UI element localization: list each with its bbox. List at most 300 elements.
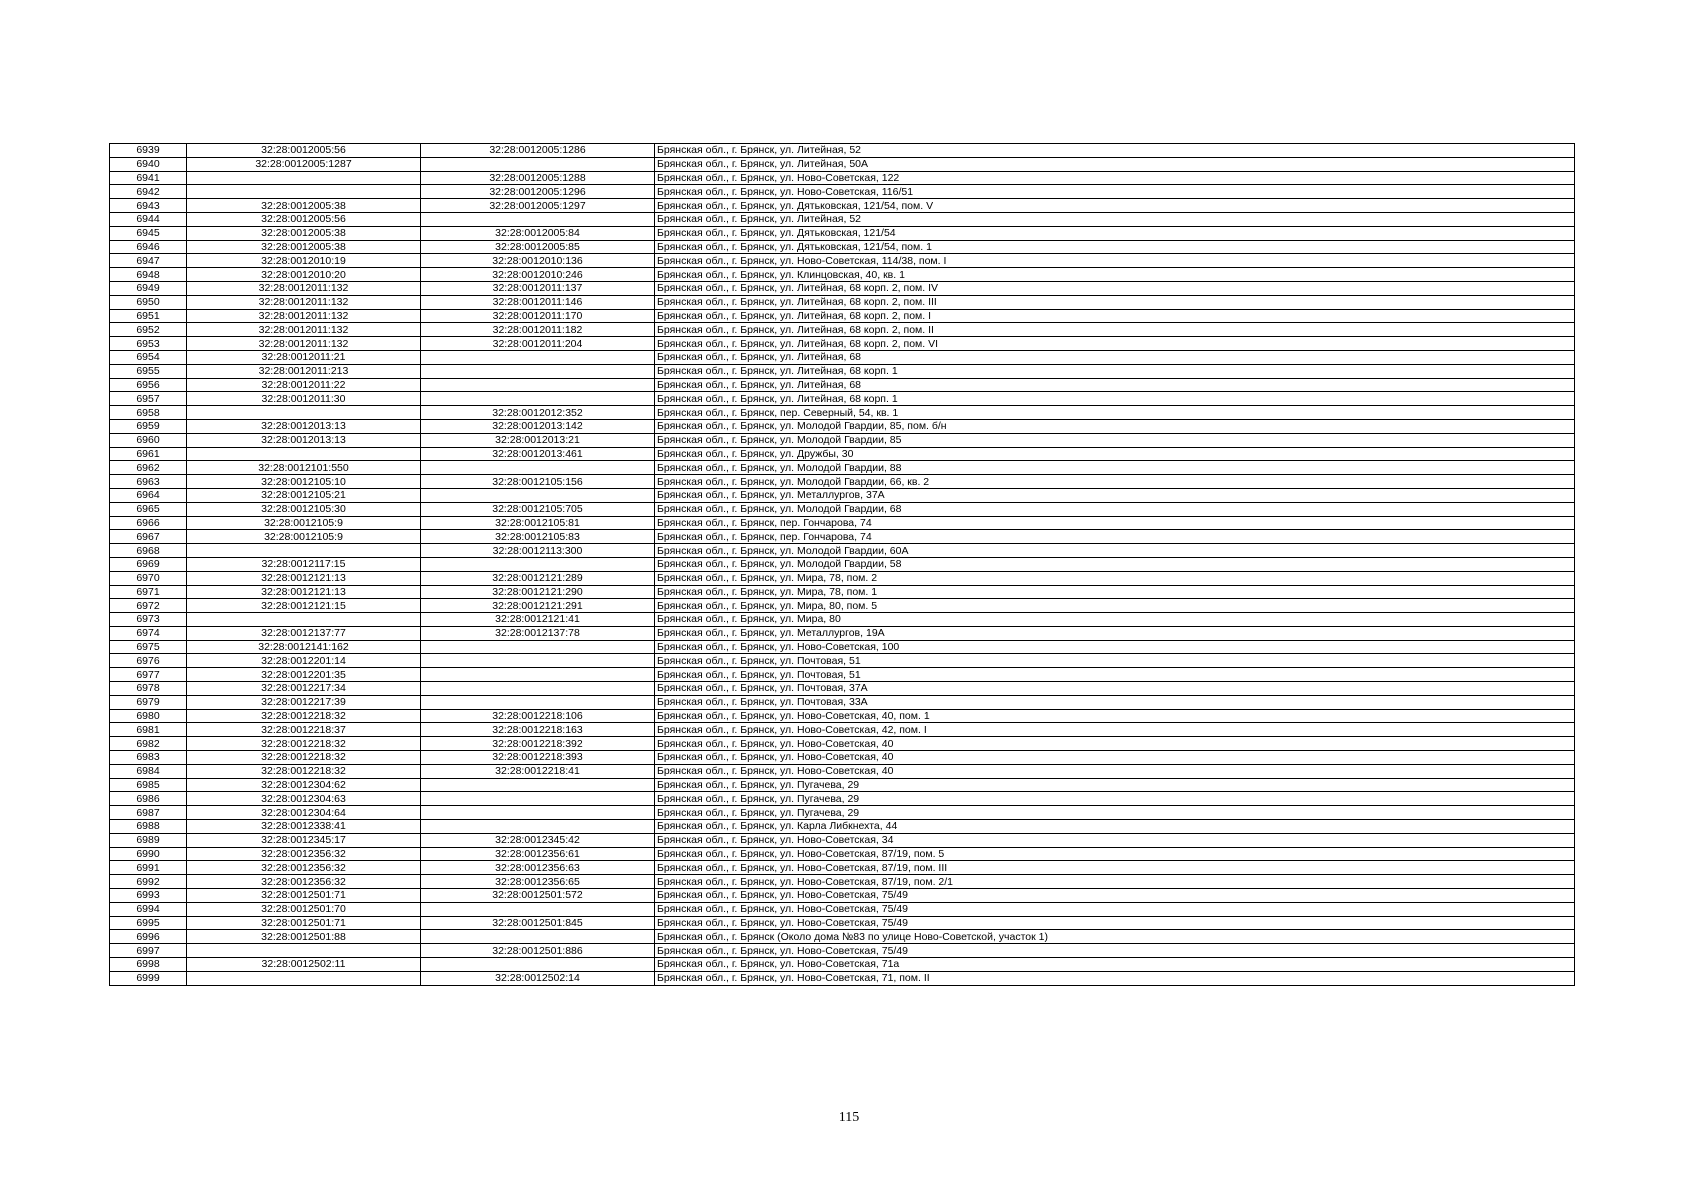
- address-cell: Брянская обл., г. Брянск, ул. Пугачева, 29: [655, 778, 1575, 792]
- table-row: [110, 778, 1575, 792]
- land-cadastral-number-cell: 32:28:0012011:132: [187, 337, 421, 351]
- building-cadastral-number-cell: 32:28:0012105:81: [421, 516, 655, 530]
- address-cell: Брянская обл., г. Брянск, ул. Молодой Гвардии, 85, пом. б/н: [655, 419, 1575, 433]
- row-number-cell: 6966: [110, 516, 187, 530]
- row-number-cell: 6956: [110, 378, 187, 392]
- address-cell: Брянская обл., г. Брянск, ул. Дятьковская, 121/54: [655, 226, 1575, 240]
- address-cell: Брянская обл., г. Брянск, ул. Литейная, 68 корп. 1: [655, 364, 1575, 378]
- building-cadastral-number-cell: 32:28:0012011:137: [421, 281, 655, 295]
- land-cadastral-number-cell: 32:28:0012218:32: [187, 764, 421, 778]
- row-number-cell: 6994: [110, 902, 187, 916]
- address-cell: Брянская обл., г. Брянск, ул. Мира, 80, пом. 5: [655, 599, 1575, 613]
- building-cadastral-number-cell: 32:28:0012113:300: [421, 544, 655, 558]
- building-cadastral-number-cell: [421, 695, 655, 709]
- table-row: [110, 737, 1575, 751]
- land-cadastral-number-cell: 32:28:0012105:10: [187, 475, 421, 489]
- table-row: [110, 226, 1575, 240]
- table-row: [110, 157, 1575, 171]
- address-cell: Брянская обл., г. Брянск, ул. Дружбы, 30: [655, 447, 1575, 461]
- row-number-cell: 6985: [110, 778, 187, 792]
- address-cell: Брянская обл., г. Брянск (Около дома №83 по улице Ново-Советской, участок 1): [655, 930, 1575, 944]
- address-cell: Брянская обл., г. Брянск, ул. Ново-Советская, 75/49: [655, 916, 1575, 930]
- address-cell: Брянская обл., г. Брянск, ул. Литейная, 68 корп. 2, пом. II: [655, 323, 1575, 337]
- address-cell: Брянская обл., г. Брянск, ул. Литейная, 68 корп. 2, пом. VI: [655, 337, 1575, 351]
- building-cadastral-number-cell: [421, 792, 655, 806]
- row-number-cell: 6952: [110, 323, 187, 337]
- building-cadastral-number-cell: [421, 378, 655, 392]
- land-cadastral-number-cell: 32:28:0012356:32: [187, 861, 421, 875]
- building-cadastral-number-cell: 32:28:0012011:204: [421, 337, 655, 351]
- land-cadastral-number-cell: 32:28:0012011:213: [187, 364, 421, 378]
- address-cell: Брянская обл., г. Брянск, ул. Почтовая, 51: [655, 654, 1575, 668]
- row-number-cell: 6957: [110, 392, 187, 406]
- row-number-cell: 6947: [110, 254, 187, 268]
- address-cell: Брянская обл., г. Брянск, ул. Мира, 78, пом. 1: [655, 585, 1575, 599]
- row-number-cell: 6995: [110, 916, 187, 930]
- table-row: [110, 971, 1575, 985]
- address-cell: Брянская обл., г. Брянск, ул. Литейная, 50А: [655, 157, 1575, 171]
- land-cadastral-number-cell: 32:28:0012218:32: [187, 751, 421, 765]
- table-row: [110, 861, 1575, 875]
- building-cadastral-number-cell: 32:28:0012005:1296: [421, 185, 655, 199]
- land-cadastral-number-cell: 32:28:0012218:32: [187, 709, 421, 723]
- table-row: [110, 626, 1575, 640]
- table-row: [110, 281, 1575, 295]
- building-cadastral-number-cell: 32:28:0012005:1297: [421, 199, 655, 213]
- building-cadastral-number-cell: 32:28:0012356:61: [421, 847, 655, 861]
- row-number-cell: 6977: [110, 668, 187, 682]
- table-body: [110, 144, 1575, 986]
- table-row: [110, 502, 1575, 516]
- land-cadastral-number-cell: 32:28:0012218:32: [187, 737, 421, 751]
- address-cell: Брянская обл., г. Брянск, ул. Пугачева, 29: [655, 792, 1575, 806]
- row-number-cell: 6949: [110, 281, 187, 295]
- address-cell: Брянская обл., г. Брянск, пер. Северный, 54, кв. 1: [655, 406, 1575, 420]
- table-row: [110, 654, 1575, 668]
- table-row: [110, 889, 1575, 903]
- table-row: [110, 364, 1575, 378]
- address-cell: Брянская обл., г. Брянск, ул. Пугачева, 29: [655, 806, 1575, 820]
- building-cadastral-number-cell: 32:28:0012121:289: [421, 571, 655, 585]
- land-cadastral-number-cell: 32:28:0012304:62: [187, 778, 421, 792]
- land-cadastral-number-cell: [187, 613, 421, 627]
- table-row: [110, 751, 1575, 765]
- row-number-cell: 6948: [110, 268, 187, 282]
- table-row: [110, 792, 1575, 806]
- table-row: [110, 902, 1575, 916]
- land-cadastral-number-cell: 32:28:0012011:21: [187, 350, 421, 364]
- building-cadastral-number-cell: [421, 778, 655, 792]
- table-row: [110, 268, 1575, 282]
- row-number-cell: 6963: [110, 475, 187, 489]
- page-number: 115: [838, 1110, 860, 1125]
- row-number-cell: 6972: [110, 599, 187, 613]
- address-cell: Брянская обл., г. Брянск, ул. Ново-Советская, 87/19, пом. III: [655, 861, 1575, 875]
- table-row: [110, 406, 1575, 420]
- building-cadastral-number-cell: [421, 212, 655, 226]
- table-row: [110, 930, 1575, 944]
- building-cadastral-number-cell: 32:28:0012356:63: [421, 861, 655, 875]
- row-number-cell: 6951: [110, 309, 187, 323]
- row-number-cell: 6954: [110, 350, 187, 364]
- row-number-cell: 6996: [110, 930, 187, 944]
- address-cell: Брянская обл., г. Брянск, ул. Ново-Советская, 40: [655, 737, 1575, 751]
- table-row: [110, 764, 1575, 778]
- land-cadastral-number-cell: 32:28:0012005:56: [187, 144, 421, 158]
- building-cadastral-number-cell: [421, 668, 655, 682]
- address-cell: Брянская обл., г. Брянск, пер. Гончарова, 74: [655, 516, 1575, 530]
- address-cell: Брянская обл., г. Брянск, ул. Молодой Гвардии, 88: [655, 461, 1575, 475]
- address-cell: Брянская обл., г. Брянск, ул. Ново-Советская, 40, пом. 1: [655, 709, 1575, 723]
- row-number-cell: 6943: [110, 199, 187, 213]
- table-row: [110, 419, 1575, 433]
- row-number-cell: 6939: [110, 144, 187, 158]
- table-row: [110, 144, 1575, 158]
- building-cadastral-number-cell: 32:28:0012121:290: [421, 585, 655, 599]
- land-cadastral-number-cell: 32:28:0012141:162: [187, 640, 421, 654]
- land-cadastral-number-cell: 32:28:0012011:132: [187, 281, 421, 295]
- row-number-cell: 6980: [110, 709, 187, 723]
- table-row: [110, 709, 1575, 723]
- building-cadastral-number-cell: 32:28:0012005:85: [421, 240, 655, 254]
- address-cell: Брянская обл., г. Брянск, ул. Молодой Гвардии, 58: [655, 557, 1575, 571]
- building-cadastral-number-cell: [421, 654, 655, 668]
- table-row: [110, 958, 1575, 972]
- table-row: [110, 585, 1575, 599]
- table-row: [110, 350, 1575, 364]
- table-row: [110, 254, 1575, 268]
- address-cell: Брянская обл., г. Брянск, ул. Ново-Советская, 42, пом. I: [655, 723, 1575, 737]
- table-row: [110, 461, 1575, 475]
- building-cadastral-number-cell: [421, 902, 655, 916]
- address-cell: Брянская обл., г. Брянск, пер. Гончарова, 74: [655, 530, 1575, 544]
- row-number-cell: 6946: [110, 240, 187, 254]
- address-cell: Брянская обл., г. Брянск, ул. Карла Либкнехта, 44: [655, 820, 1575, 834]
- row-number-cell: 6979: [110, 695, 187, 709]
- building-cadastral-number-cell: 32:28:0012501:886: [421, 944, 655, 958]
- table-row: [110, 240, 1575, 254]
- address-cell: Брянская обл., г. Брянск, ул. Клинцовская, 40, кв. 1: [655, 268, 1575, 282]
- building-cadastral-number-cell: [421, 557, 655, 571]
- table-row: [110, 378, 1575, 392]
- building-cadastral-number-cell: [421, 364, 655, 378]
- table-row: [110, 475, 1575, 489]
- address-cell: Брянская обл., г. Брянск, ул. Литейная, 68 корп. 2, пом. I: [655, 309, 1575, 323]
- row-number-cell: 6964: [110, 488, 187, 502]
- table-row: [110, 392, 1575, 406]
- row-number-cell: 6983: [110, 751, 187, 765]
- row-number-cell: 6953: [110, 337, 187, 351]
- row-number-cell: 6991: [110, 861, 187, 875]
- address-cell: Брянская обл., г. Брянск, ул. Дятьковская, 121/54, пом. 1: [655, 240, 1575, 254]
- table-row: [110, 212, 1575, 226]
- land-cadastral-number-cell: 32:28:0012011:132: [187, 295, 421, 309]
- building-cadastral-number-cell: 32:28:0012012:352: [421, 406, 655, 420]
- table-row: [110, 323, 1575, 337]
- building-cadastral-number-cell: [421, 392, 655, 406]
- table-row: [110, 544, 1575, 558]
- building-cadastral-number-cell: 32:28:0012011:146: [421, 295, 655, 309]
- address-cell: Брянская обл., г. Брянск, ул. Ново-Советская, 71а: [655, 958, 1575, 972]
- table-row: [110, 185, 1575, 199]
- land-cadastral-number-cell: [187, 447, 421, 461]
- table-row: [110, 571, 1575, 585]
- row-number-cell: 6959: [110, 419, 187, 433]
- land-cadastral-number-cell: 32:28:0012356:32: [187, 847, 421, 861]
- address-cell: Брянская обл., г. Брянск, ул. Ново-Советская, 87/19, пом. 5: [655, 847, 1575, 861]
- building-cadastral-number-cell: 32:28:0012010:246: [421, 268, 655, 282]
- building-cadastral-number-cell: [421, 958, 655, 972]
- land-cadastral-number-cell: [187, 944, 421, 958]
- address-cell: Брянская обл., г. Брянск, ул. Почтовая, 51: [655, 668, 1575, 682]
- building-cadastral-number-cell: 32:28:0012345:42: [421, 833, 655, 847]
- building-cadastral-number-cell: [421, 682, 655, 696]
- table-row: [110, 668, 1575, 682]
- land-cadastral-number-cell: 32:28:0012304:64: [187, 806, 421, 820]
- address-cell: Брянская обл., г. Брянск, ул. Мира, 78, пом. 2: [655, 571, 1575, 585]
- table-row: [110, 337, 1575, 351]
- building-cadastral-number-cell: [421, 820, 655, 834]
- address-cell: Брянская обл., г. Брянск, ул. Ново-Советская, 40: [655, 764, 1575, 778]
- building-cadastral-number-cell: 32:28:0012502:14: [421, 971, 655, 985]
- table-row: [110, 295, 1575, 309]
- land-cadastral-number-cell: 32:28:0012121:13: [187, 571, 421, 585]
- land-cadastral-number-cell: 32:28:0012121:13: [187, 585, 421, 599]
- land-cadastral-number-cell: 32:28:0012121:15: [187, 599, 421, 613]
- building-cadastral-number-cell: 32:28:0012011:182: [421, 323, 655, 337]
- land-cadastral-number-cell: 32:28:0012101:550: [187, 461, 421, 475]
- land-cadastral-number-cell: 32:28:0012011:132: [187, 309, 421, 323]
- building-cadastral-number-cell: 32:28:0012218:41: [421, 764, 655, 778]
- row-number-cell: 6960: [110, 433, 187, 447]
- land-cadastral-number-cell: 32:28:0012356:32: [187, 875, 421, 889]
- row-number-cell: 6961: [110, 447, 187, 461]
- building-cadastral-number-cell: 32:28:0012218:393: [421, 751, 655, 765]
- building-cadastral-number-cell: 32:28:0012121:41: [421, 613, 655, 627]
- row-number-cell: 6945: [110, 226, 187, 240]
- table-row: [110, 695, 1575, 709]
- building-cadastral-number-cell: 32:28:0012105:156: [421, 475, 655, 489]
- building-cadastral-number-cell: 32:28:0012501:572: [421, 889, 655, 903]
- land-cadastral-number-cell: 32:28:0012345:17: [187, 833, 421, 847]
- table-row: [110, 640, 1575, 654]
- row-number-cell: 6975: [110, 640, 187, 654]
- table-row: [110, 613, 1575, 627]
- address-cell: Брянская обл., г. Брянск, ул. Ново-Советская, 114/38, пом. I: [655, 254, 1575, 268]
- building-cadastral-number-cell: 32:28:0012218:392: [421, 737, 655, 751]
- land-cadastral-number-cell: 32:28:0012013:13: [187, 419, 421, 433]
- land-cadastral-number-cell: 32:28:0012011:30: [187, 392, 421, 406]
- building-cadastral-number-cell: [421, 806, 655, 820]
- building-cadastral-number-cell: 32:28:0012356:65: [421, 875, 655, 889]
- land-cadastral-number-cell: [187, 971, 421, 985]
- row-number-cell: 6967: [110, 530, 187, 544]
- land-cadastral-number-cell: 32:28:0012105:9: [187, 516, 421, 530]
- row-number-cell: 6955: [110, 364, 187, 378]
- row-number-cell: 6989: [110, 833, 187, 847]
- row-number-cell: 6976: [110, 654, 187, 668]
- building-cadastral-number-cell: 32:28:0012218:163: [421, 723, 655, 737]
- land-cadastral-number-cell: 32:28:0012501:70: [187, 902, 421, 916]
- table-row: [110, 599, 1575, 613]
- land-cadastral-number-cell: 32:28:0012005:38: [187, 226, 421, 240]
- land-cadastral-number-cell: 32:28:0012011:22: [187, 378, 421, 392]
- table-row: [110, 488, 1575, 502]
- row-number-cell: 6969: [110, 557, 187, 571]
- land-cadastral-number-cell: [187, 185, 421, 199]
- table-row: [110, 530, 1575, 544]
- row-number-cell: 6941: [110, 171, 187, 185]
- address-cell: Брянская обл., г. Брянск, ул. Ново-Советская, 116/51: [655, 185, 1575, 199]
- land-cadastral-number-cell: 32:28:0012105:9: [187, 530, 421, 544]
- building-cadastral-number-cell: 32:28:0012010:136: [421, 254, 655, 268]
- address-cell: Брянская обл., г. Брянск, ул. Литейная, 68 корп. 1: [655, 392, 1575, 406]
- row-number-cell: 6998: [110, 958, 187, 972]
- land-cadastral-number-cell: 32:28:0012218:37: [187, 723, 421, 737]
- land-cadastral-number-cell: 32:28:0012105:30: [187, 502, 421, 516]
- row-number-cell: 6942: [110, 185, 187, 199]
- address-cell: Брянская обл., г. Брянск, ул. Ново-Советская, 87/19, пом. 2/1: [655, 875, 1575, 889]
- row-number-cell: 6990: [110, 847, 187, 861]
- row-number-cell: 6968: [110, 544, 187, 558]
- land-cadastral-number-cell: [187, 171, 421, 185]
- building-cadastral-number-cell: [421, 157, 655, 171]
- building-cadastral-number-cell: 32:28:0012013:461: [421, 447, 655, 461]
- address-cell: Брянская обл., г. Брянск, ул. Ново-Советская, 71, пом. II: [655, 971, 1575, 985]
- address-cell: Брянская обл., г. Брянск, ул. Литейная, 68 корп. 2, пом. III: [655, 295, 1575, 309]
- row-number-cell: 6993: [110, 889, 187, 903]
- row-number-cell: 6973: [110, 613, 187, 627]
- table-row: [110, 944, 1575, 958]
- building-cadastral-number-cell: 32:28:0012137:78: [421, 626, 655, 640]
- land-cadastral-number-cell: 32:28:0012502:11: [187, 958, 421, 972]
- building-cadastral-number-cell: [421, 350, 655, 364]
- address-cell: Брянская обл., г. Брянск, ул. Молодой Гвардии, 60А: [655, 544, 1575, 558]
- building-cadastral-number-cell: 32:28:0012013:142: [421, 419, 655, 433]
- land-cadastral-number-cell: 32:28:0012137:77: [187, 626, 421, 640]
- row-number-cell: 6971: [110, 585, 187, 599]
- address-cell: Брянская обл., г. Брянск, ул. Ново-Советская, 75/49: [655, 889, 1575, 903]
- table-row: [110, 516, 1575, 530]
- land-cadastral-number-cell: 32:28:0012010:20: [187, 268, 421, 282]
- address-cell: Брянская обл., г. Брянск, ул. Ново-Советская, 75/49: [655, 902, 1575, 916]
- address-cell: Брянская обл., г. Брянск, ул. Почтовая, 37А: [655, 682, 1575, 696]
- address-cell: Брянская обл., г. Брянск, ул. Литейная, 68 корп. 2, пом. IV: [655, 281, 1575, 295]
- land-cadastral-number-cell: 32:28:0012201:35: [187, 668, 421, 682]
- row-number-cell: 6965: [110, 502, 187, 516]
- address-cell: Брянская обл., г. Брянск, ул. Литейная, 68: [655, 350, 1575, 364]
- building-cadastral-number-cell: 32:28:0012005:1288: [421, 171, 655, 185]
- land-cadastral-number-cell: 32:28:0012011:132: [187, 323, 421, 337]
- address-cell: Брянская обл., г. Брянск, ул. Ново-Советская, 34: [655, 833, 1575, 847]
- address-cell: Брянская обл., г. Брянск, ул. Литейная, 52: [655, 212, 1575, 226]
- table-row: [110, 309, 1575, 323]
- land-cadastral-number-cell: [187, 406, 421, 420]
- building-cadastral-number-cell: 32:28:0012121:291: [421, 599, 655, 613]
- row-number-cell: 6940: [110, 157, 187, 171]
- land-cadastral-number-cell: 32:28:0012005:38: [187, 240, 421, 254]
- land-cadastral-number-cell: 32:28:0012013:13: [187, 433, 421, 447]
- row-number-cell: 6981: [110, 723, 187, 737]
- address-cell: Брянская обл., г. Брянск, ул. Металлургов, 19А: [655, 626, 1575, 640]
- building-cadastral-number-cell: [421, 461, 655, 475]
- address-cell: Брянская обл., г. Брянск, ул. Литейная, 68: [655, 378, 1575, 392]
- address-cell: Брянская обл., г. Брянск, ул. Металлургов, 37А: [655, 488, 1575, 502]
- row-number-cell: 6986: [110, 792, 187, 806]
- land-cadastral-number-cell: 32:28:0012010:19: [187, 254, 421, 268]
- land-cadastral-number-cell: 32:28:0012005:56: [187, 212, 421, 226]
- land-cadastral-number-cell: 32:28:0012005:1287: [187, 157, 421, 171]
- building-cadastral-number-cell: 32:28:0012501:845: [421, 916, 655, 930]
- row-number-cell: 6950: [110, 295, 187, 309]
- building-cadastral-number-cell: 32:28:0012105:83: [421, 530, 655, 544]
- address-cell: Брянская обл., г. Брянск, ул. Молодой Гвардии, 66, кв. 2: [655, 475, 1575, 489]
- building-cadastral-number-cell: 32:28:0012005:84: [421, 226, 655, 240]
- building-cadastral-number-cell: [421, 488, 655, 502]
- row-number-cell: 6978: [110, 682, 187, 696]
- land-cadastral-number-cell: 32:28:0012117:15: [187, 557, 421, 571]
- building-cadastral-number-cell: 32:28:0012011:170: [421, 309, 655, 323]
- land-cadastral-number-cell: 32:28:0012501:71: [187, 889, 421, 903]
- row-number-cell: 6970: [110, 571, 187, 585]
- table-row: [110, 833, 1575, 847]
- row-number-cell: 6984: [110, 764, 187, 778]
- address-cell: Брянская обл., г. Брянск, ул. Молодой Гвардии, 85: [655, 433, 1575, 447]
- land-cadastral-number-cell: 32:28:0012501:88: [187, 930, 421, 944]
- land-cadastral-number-cell: 32:28:0012217:34: [187, 682, 421, 696]
- address-cell: Брянская обл., г. Брянск, ул. Ново-Советская, 75/49: [655, 944, 1575, 958]
- table-row: [110, 433, 1575, 447]
- land-cadastral-number-cell: 32:28:0012338:41: [187, 820, 421, 834]
- table-row: [110, 806, 1575, 820]
- table-row: [110, 820, 1575, 834]
- table-row: [110, 199, 1575, 213]
- building-cadastral-number-cell: 32:28:0012105:705: [421, 502, 655, 516]
- building-cadastral-number-cell: 32:28:0012013:21: [421, 433, 655, 447]
- table-row: [110, 557, 1575, 571]
- building-cadastral-number-cell: 32:28:0012005:1286: [421, 144, 655, 158]
- table-row: [110, 447, 1575, 461]
- table-row: [110, 916, 1575, 930]
- property-register-table: [109, 143, 1575, 986]
- table-row: [110, 682, 1575, 696]
- row-number-cell: 6944: [110, 212, 187, 226]
- row-number-cell: 6999: [110, 971, 187, 985]
- address-cell: Брянская обл., г. Брянск, ул. Мира, 80: [655, 613, 1575, 627]
- row-number-cell: 6962: [110, 461, 187, 475]
- address-cell: Брянская обл., г. Брянск, ул. Ново-Советская, 40: [655, 751, 1575, 765]
- building-cadastral-number-cell: 32:28:0012218:106: [421, 709, 655, 723]
- row-number-cell: 6958: [110, 406, 187, 420]
- land-cadastral-number-cell: 32:28:0012501:71: [187, 916, 421, 930]
- address-cell: Брянская обл., г. Брянск, ул. Литейная, 52: [655, 144, 1575, 158]
- land-cadastral-number-cell: 32:28:0012105:21: [187, 488, 421, 502]
- table-row: [110, 723, 1575, 737]
- building-cadastral-number-cell: [421, 640, 655, 654]
- table-row: [110, 847, 1575, 861]
- land-cadastral-number-cell: [187, 544, 421, 558]
- land-cadastral-number-cell: 32:28:0012304:63: [187, 792, 421, 806]
- address-cell: Брянская обл., г. Брянск, ул. Ново-Советская, 100: [655, 640, 1575, 654]
- building-cadastral-number-cell: [421, 930, 655, 944]
- table-row: [110, 875, 1575, 889]
- table-row: [110, 171, 1575, 185]
- row-number-cell: 6982: [110, 737, 187, 751]
- land-cadastral-number-cell: 32:28:0012005:38: [187, 199, 421, 213]
- row-number-cell: 6997: [110, 944, 187, 958]
- address-cell: Брянская обл., г. Брянск, ул. Ново-Советская, 122: [655, 171, 1575, 185]
- row-number-cell: 6974: [110, 626, 187, 640]
